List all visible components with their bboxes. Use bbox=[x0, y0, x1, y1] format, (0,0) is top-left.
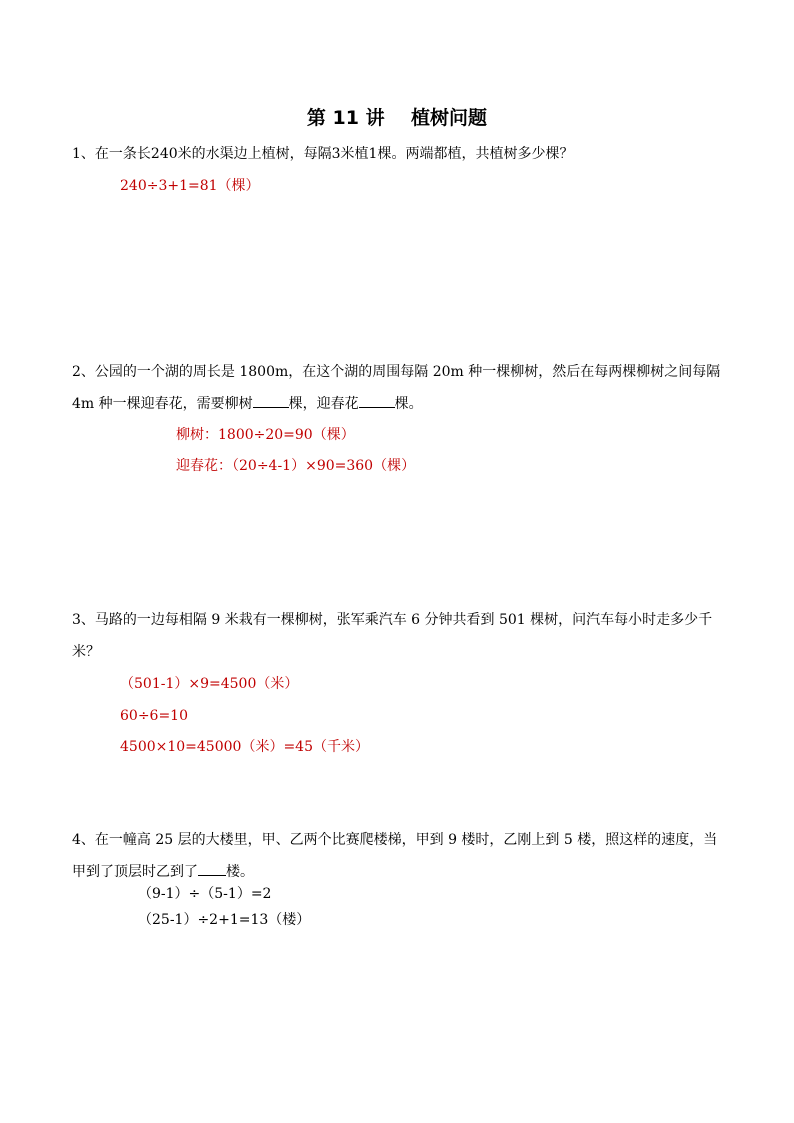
page-title: 第 11 讲 植树问题 bbox=[306, 107, 488, 129]
answer-3-line-3: 4500×10=45000（米）=45（千米） bbox=[120, 739, 369, 755]
question-4-text-a: 4、在一幢高 25 层的大楼里，甲、乙两个比赛爬楼梯，甲到 9 楼时，乙刚上到 5 楼，照这样的速度，当甲到了顶层时乙到了 bbox=[72, 832, 718, 880]
question-1: 1、在一条长240米的水渠边上植树，每隔3米植1棵。两端都植，共植树多少棵？ bbox=[72, 146, 574, 162]
answer-2-line-2: 迎春花：（20÷4-1）×90=360（棵） bbox=[176, 458, 416, 474]
question-3: 3、马路的一边每相隔 9 米栽有一棵柳树，张军乘汽车 6 分钟共看到 501 棵树，问汽车每小时走多少千米？ bbox=[72, 612, 713, 660]
answer-1-line-1: 240÷3+1=81（棵） bbox=[120, 178, 260, 194]
answer-3-line-1: （501-1）×9=4500（米） bbox=[120, 676, 299, 692]
answer-blank bbox=[359, 393, 395, 408]
answer-3-line-2: 60÷6=10 bbox=[120, 708, 188, 724]
question-4-text-b: 楼。 bbox=[226, 864, 254, 880]
question-2-text-c: 棵。 bbox=[394, 396, 423, 412]
question-2-text-a: 2、公园的一个湖的周长是 1800m，在这个湖的周围每隔 20m 种一棵柳树，然后在每两棵柳树之间每隔 4m 种一棵迎春花，需要柳树 bbox=[72, 364, 721, 412]
answer-2-line-1: 柳树：1800÷20=90（棵） bbox=[176, 427, 355, 443]
answer-4-line-1: （9-1）÷（5-1）=2 bbox=[138, 886, 272, 902]
answer-blank bbox=[253, 393, 289, 408]
question-4 bbox=[72, 824, 728, 888]
answer-blank bbox=[198, 861, 226, 876]
question-2-text-b: 棵，迎春花 bbox=[288, 396, 359, 412]
question-2 bbox=[72, 356, 728, 420]
answer-4-line-2: （25-1）÷2+1=13（楼） bbox=[138, 912, 311, 928]
